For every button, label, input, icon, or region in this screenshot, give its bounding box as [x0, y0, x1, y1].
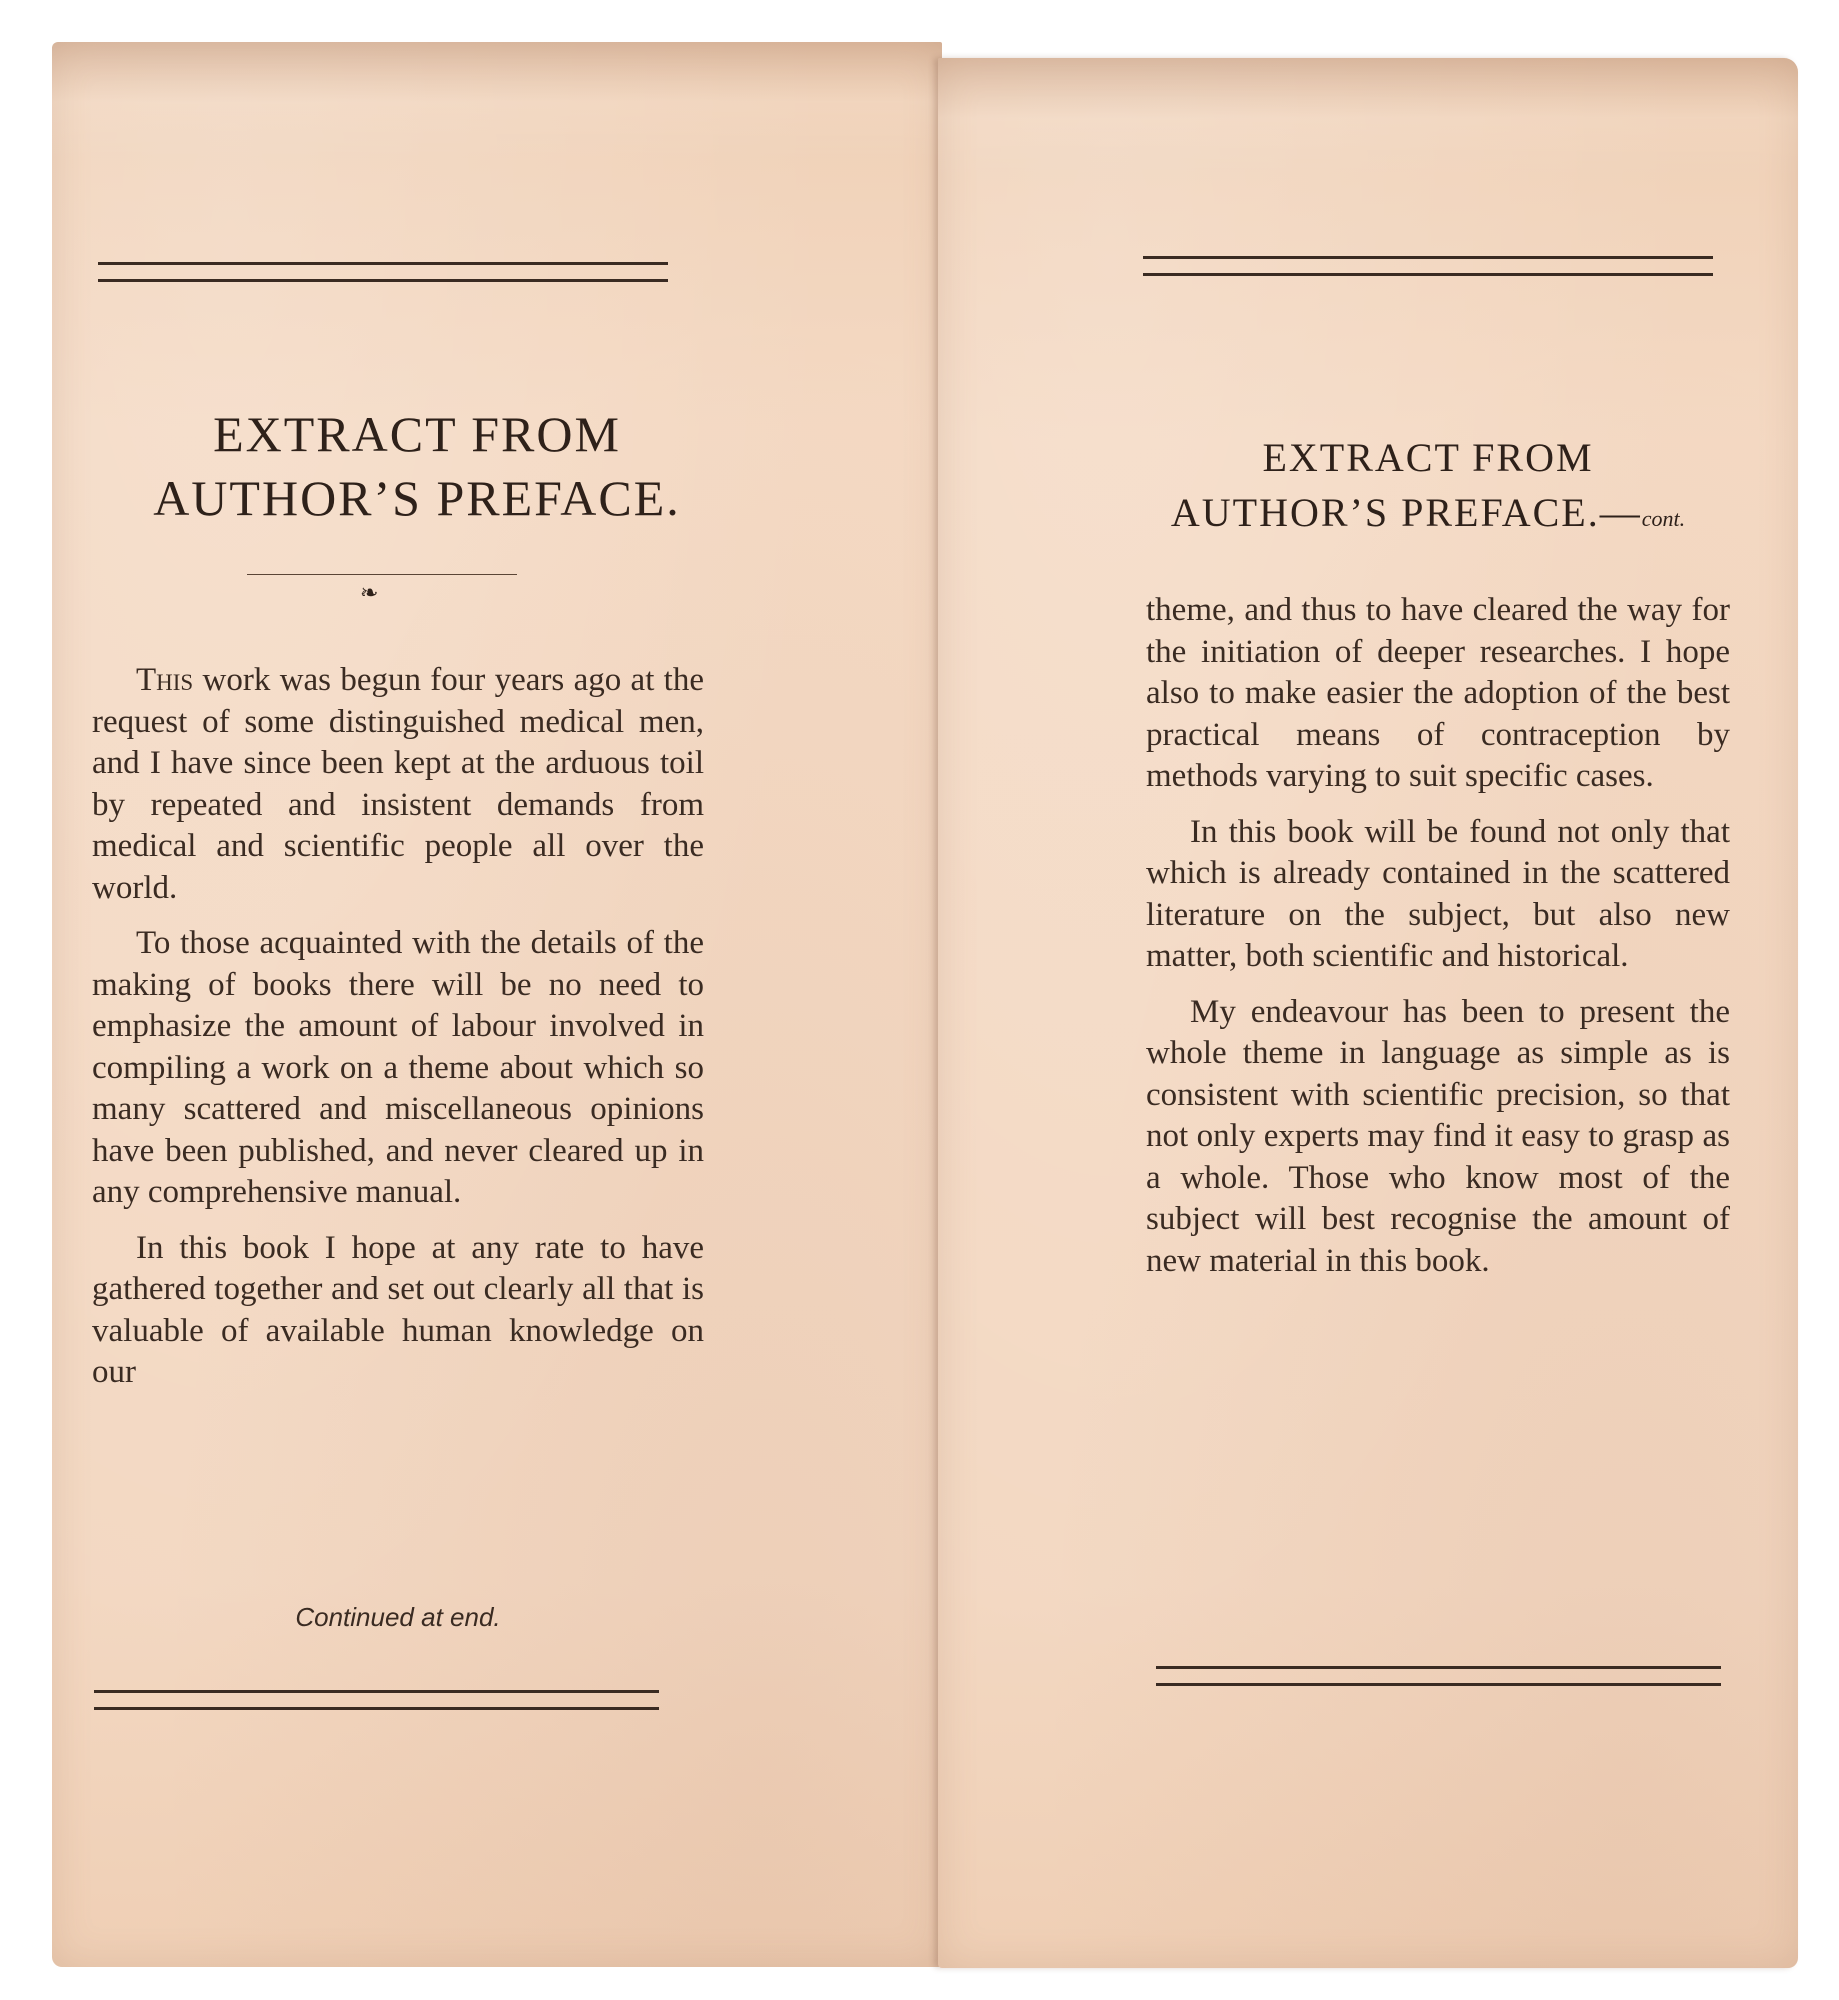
right-paragraph-2: In this book will be found not only that which is already contained in the scattered literature on the subject, but also new matter, both scientific and historical. — [1146, 813, 1730, 974]
ornament-divider — [247, 574, 517, 575]
left-heading-line2: AUTHOR’S PREFACE. — [153, 470, 681, 526]
right-heading — [1128, 430, 1728, 546]
left-flap — [52, 42, 942, 1967]
left-flap-fold-shadow — [52, 42, 942, 162]
right-heading-line2-text: AUTHOR’S PREFACE.— — [1170, 490, 1642, 535]
right-top-double-rule — [1143, 256, 1713, 276]
right-paragraph-1: theme, and thus to have cleared the way for the initiation of deeper researches. I hope also to make easier the adoption of the best practical means of contraception by methods varying to suit specific cases. — [1146, 592, 1730, 794]
right-heading-line2 — [1128, 485, 1728, 546]
left-paragraph-3: In this book I hope at any rate to have gathered together and set out clearly all that is valuable of available human knowledge on our — [92, 1229, 704, 1390]
left-heading-line1: EXTRACT FROM — [213, 406, 621, 462]
right-heading-line1: EXTRACT FROM — [1262, 435, 1594, 480]
right-body-text — [1146, 590, 1730, 1296]
left-paragraph-1 — [92, 660, 704, 909]
left-top-double-rule — [98, 262, 668, 282]
continued-mark: cont. — [1641, 506, 1686, 531]
fleuron-icon: ❧ — [360, 580, 379, 605]
right-flap — [938, 58, 1798, 1968]
left-heading — [122, 402, 712, 530]
left-paragraph-1-text: work was begun four years ago at the request of some distinguished medical men, and I have since been kept at the arduous toil by repeated and insistent demands from medical and scientific people all over the world. — [92, 662, 704, 906]
left-bottom-double-rule — [94, 1690, 659, 1710]
continued-at-end-note: Continued at end. — [295, 1602, 501, 1632]
right-flap-fold-shadow — [938, 58, 1798, 178]
left-body-text — [92, 660, 704, 1408]
right-paragraph-3: My endeavour has been to present the whole theme in language as simple as is consistent with scientific precision, so that not only experts may find it easy to grasp as a whole. Those who know most of the subject will best recognise the amount of new material in this book. — [1146, 993, 1730, 1279]
right-bottom-double-rule — [1156, 1666, 1721, 1686]
left-paragraph-2: To those acquainted with the details of the making of books there will be no need to emphasize the amount of labour involved in compiling a work on a theme about which so many scattered and miscellaneous opinions have been published, and never cleared up in any comprehensive manual. — [92, 925, 704, 1210]
opening-word: This — [136, 662, 194, 698]
